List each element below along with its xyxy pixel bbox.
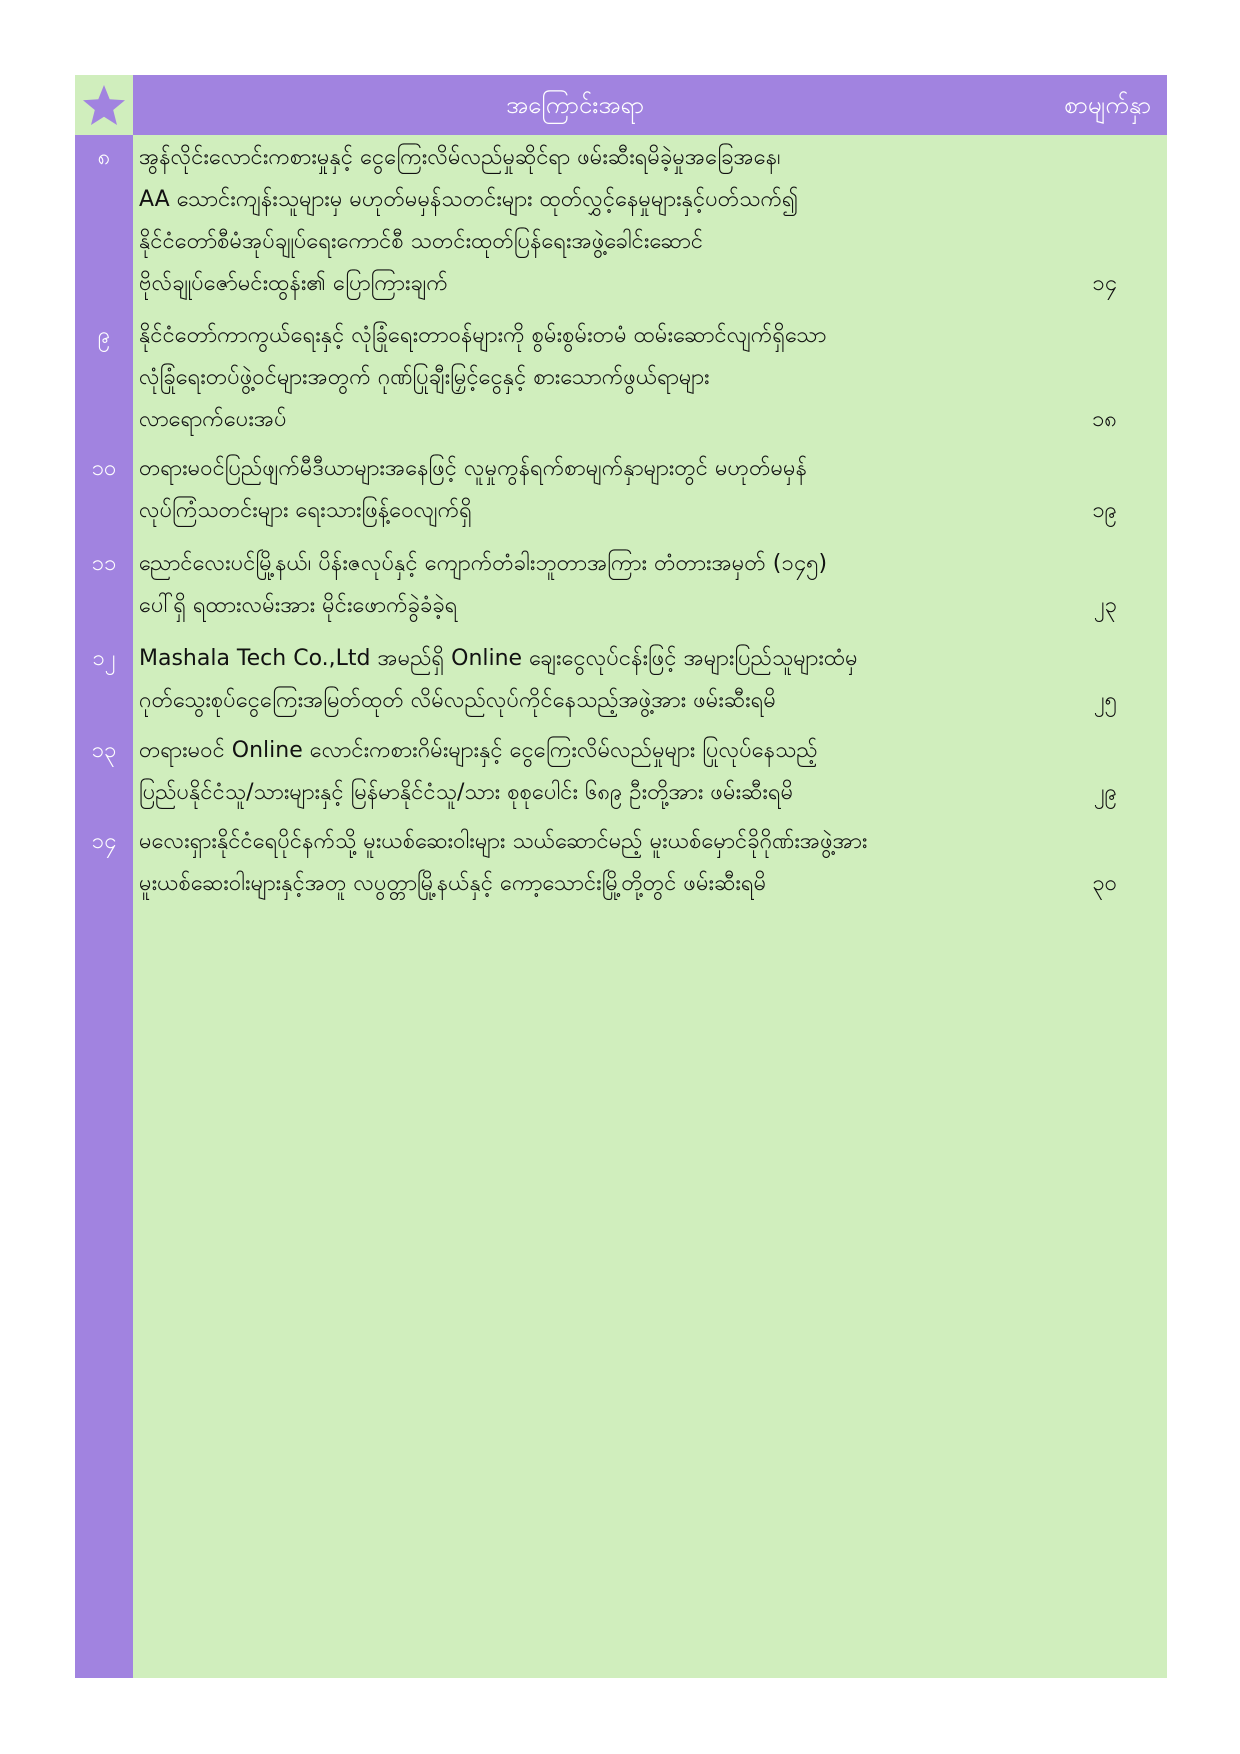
page-column-label: စာမျက်နှာ [1064,91,1151,119]
entry-title [139,448,1019,532]
entry-title-line: မလေးရှားနိုင်ငံရေပိုင်နက်သို့ မူးယစ်ဆေးဝါးများ သယ်ဆောင်မည့် မူးယစ်မှောင်ခိုဂိုဏ်းအဖွဲ့အား [139,829,868,854]
entry-title [139,821,1019,905]
entry-title-line: Mashala Tech Co.,Ltd အမည်ရှိ Online ချေးငွေလုပ်ငန်းဖြင့် အများပြည်သူများထံမှ [139,646,858,671]
entry-title-line: လာရောက်ပေးအပ် [139,407,287,432]
entry-title [139,315,1019,441]
entry-page-number: ၂၅ [1093,688,1117,713]
table-of-contents [75,75,1167,1678]
entry-title-line: လုပ်ကြံသတင်းများ ရေးသားဖြန့်ဝေလျက်ရှိ [139,498,472,523]
entry-page-number: ၂၉ [1093,780,1117,805]
entry-number: ၈ [97,145,111,170]
entry-number: ၁၂ [92,646,116,671]
entry-title-line: ပြည်ပနိုင်ငံသူ/သားများနှင့် မြန်မာနိုင်ငံသူ/သား စုစုပေါင်း ၆၈၉ ဦးတို့အား ဖမ်းဆီးရမိ [139,780,794,805]
entry-title-line: ပေါ်ရှိ ရထားလမ်းအား မိုင်းဖောက်ခွဲခံခဲ့ရ [139,593,458,618]
entry-title-line: မူးယစ်ဆေးဝါးများနှင့်အတူ လပွတ္တာမြို့နယ်နှင့် ကော့သောင်းမြို့တို့တွင် ဖမ်းဆီးရမိ [139,871,767,896]
entry-title-line: တရားမဝင်ပြည်ဖျက်မီဒီယာများအနေဖြင့် လူမှုကွန်ရက်စာမျက်နှာများတွင် မဟုတ်မမှန် [139,456,808,481]
entry-title-line: လုံခြုံရေးတပ်ဖွဲ့ဝင်များအတွက် ဂုဏ်ပြုချီးမြှင့်ငွေနှင့် စားသောက်ဖွယ်ရာများ [139,365,710,390]
entry-title-line: တရားမဝင် Online လောင်းကစားဂိမ်းများနှင့် ငွေကြေးလိမ်လည်မှုများ ပြုလုပ်နေသည့် [139,738,818,763]
entry-title-line: AA သောင်းကျန်းသူများမှ မဟုတ်မမှန်သတင်းများ ထုတ်လွှင့်နေမှုများနှင့်ပတ်သက်၍ [139,187,799,212]
entry-page-number: ၁၈ [1092,407,1117,432]
entry-title-line: ဗိုလ်ချုပ်ဇော်မင်းထွန်း၏ ပြောကြားချက် [139,271,448,296]
entry-title [139,543,1019,627]
entry-title [139,638,1019,722]
entry-number: ၁၃ [91,738,117,763]
entry-page-number: ၂၃ [1093,593,1117,618]
entry-title-line: နိုင်ငံတော်စီမံအုပ်ချုပ်ရေးကောင်စီ သတင်းထုတ်ပြန်ရေးအဖွဲ့ခေါင်းဆောင် [139,229,704,254]
entry-title-line: နိုင်ငံတော်ကာကွယ်ရေးနှင့် လုံခြုံရေးတာဝန်များကို စွမ်းစွမ်းတမံ ထမ်းဆောင်လျက်ရှိသော [139,323,827,348]
entry-number: ၁၀ [91,456,117,481]
entry-number: ၁၁ [91,551,117,576]
entry-title-line: ညောင်လေးပင်မြို့နယ်၊ ပိန်းဇလုပ်နှင့် ကျောက်တံခါးဘူတာအကြား တံတားအမှတ် (၁၄၅) [139,551,828,576]
entry-title [139,730,1019,814]
star-cell [75,75,133,135]
entry-number: ၉ [97,323,111,348]
entry-page-number: ၁၄ [1092,271,1117,296]
entry-title [139,137,1019,305]
entry-number: ၁၄ [91,829,117,854]
entry-page-number: ၁၉ [1092,498,1117,523]
entry-title-line: ဂုတ်သွေးစုပ်ငွေကြေးအမြတ်ထုတ် လိမ်လည်လုပ်ကိုင်နေသည့်အဖွဲ့အား ဖမ်းဆီးရမိ [139,688,776,713]
star-icon [81,82,127,128]
entry-page-number: ၃၀ [1092,871,1117,896]
entry-title-line: အွန်လိုင်းလောင်းကစားမှုနှင့် ငွေကြေးလိမ်လည်မှုဆိုင်ရာ ဖမ်းဆီးရမိခဲ့မှုအခြေအနေ၊ [139,145,781,170]
toc-title: အကြောင်းအရာ [506,91,644,119]
toc-header [133,75,1167,135]
